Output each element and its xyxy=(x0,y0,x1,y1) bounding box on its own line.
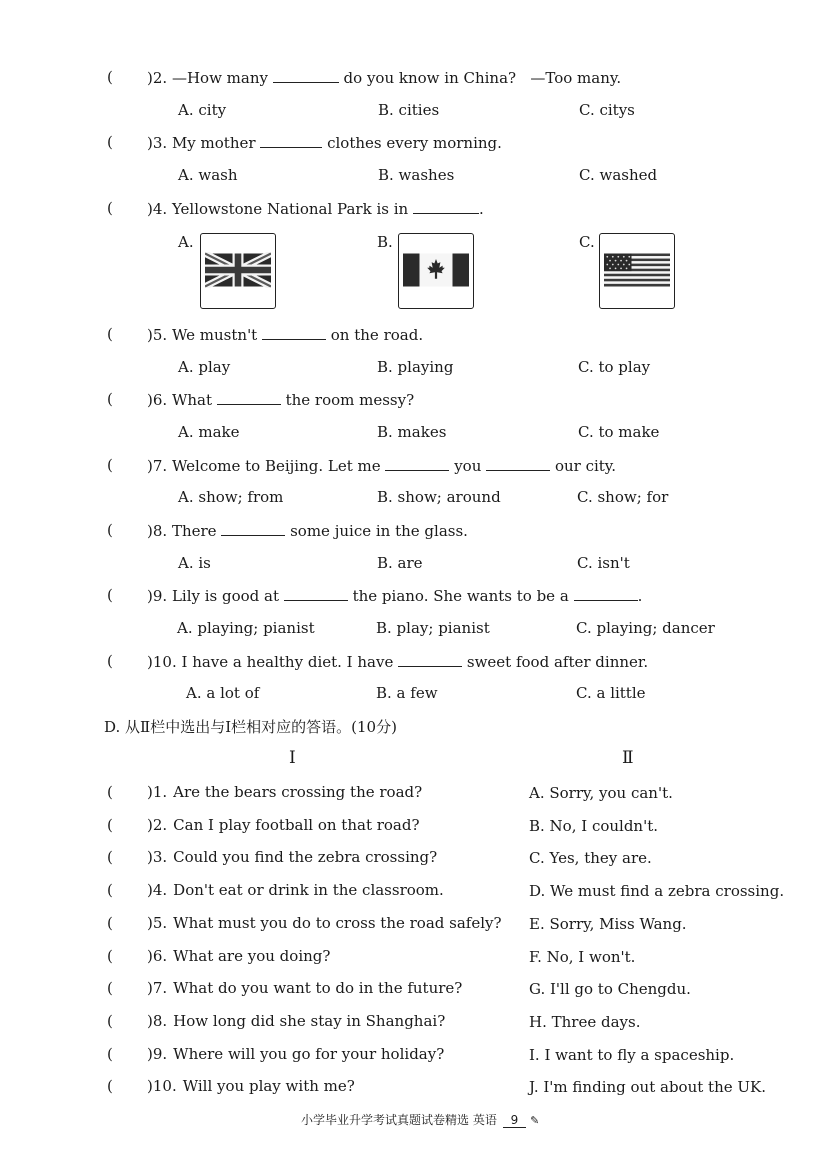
question-9 xyxy=(147,586,642,605)
question-text: do you know in China? xyxy=(343,69,517,87)
option-b[interactable]: B. show; around xyxy=(377,488,501,506)
option-c[interactable]: C. isn't xyxy=(577,554,630,572)
question-text: sweet food after dinner. xyxy=(466,653,649,671)
answer-blank[interactable] xyxy=(260,133,322,148)
question-text: Welcome to Beijing. Let me xyxy=(171,457,381,475)
answer-paren[interactable]: ( xyxy=(107,652,113,670)
question-text: our city. xyxy=(554,457,617,475)
match-answer[interactable]: J. I'm finding out about the UK. xyxy=(529,1078,766,1096)
question-number: )9. xyxy=(147,587,168,605)
question-text: We mustn't xyxy=(171,326,258,344)
question-text: on the road. xyxy=(330,326,424,344)
question-text: clothes every morning. xyxy=(327,134,502,152)
option-b[interactable]: B. playing xyxy=(377,358,454,376)
match-answer[interactable]: B. No, I couldn't. xyxy=(529,817,659,835)
question-text: My mother xyxy=(171,134,256,152)
answer-blank[interactable] xyxy=(217,390,281,405)
answer-paren[interactable]: ( xyxy=(107,68,113,86)
option-b[interactable]: B. makes xyxy=(377,423,447,441)
uk-flag[interactable] xyxy=(200,233,276,309)
match-answer[interactable]: D. We must find a zebra crossing. xyxy=(529,882,785,900)
match-answer[interactable]: I. I want to fly a spaceship. xyxy=(529,1046,735,1064)
answer-blank[interactable] xyxy=(574,586,638,601)
option-c[interactable]: C. xyxy=(579,233,595,251)
answer-paren[interactable]: ( xyxy=(107,133,113,151)
answer-paren[interactable]: ( xyxy=(107,390,113,408)
uk-flag-icon xyxy=(205,252,271,288)
option-a[interactable]: A. city xyxy=(178,101,227,119)
question-text: Can I play football on that road? xyxy=(173,816,420,834)
answer-paren[interactable]: ( xyxy=(107,914,113,932)
option-c[interactable]: C. washed xyxy=(579,166,658,184)
match-question xyxy=(147,1077,355,1095)
option-b[interactable]: B. cities xyxy=(378,101,440,119)
question-number: )10. xyxy=(147,653,177,671)
column-ii-header: Ⅱ xyxy=(622,748,634,768)
page-number: 9 xyxy=(503,1113,527,1128)
option-c[interactable]: C. citys xyxy=(579,101,635,119)
match-answer[interactable]: H. Three days. xyxy=(529,1013,641,1031)
question-text: Lily is good at xyxy=(171,587,280,605)
question-number: )4. xyxy=(147,200,168,218)
match-question xyxy=(147,848,437,866)
question-number: )8. xyxy=(147,1012,168,1030)
match-question xyxy=(147,783,422,801)
question-text: Will you play with me? xyxy=(182,1077,355,1095)
question-text: you xyxy=(454,457,482,475)
question-text: Yellowstone National Park is in xyxy=(171,200,409,218)
answer-blank[interactable] xyxy=(221,521,285,536)
canada-flag[interactable] xyxy=(398,233,474,309)
question-number: )10. xyxy=(147,1077,177,1095)
question-text: There xyxy=(171,522,217,540)
match-question xyxy=(147,1045,444,1063)
footer xyxy=(301,1111,539,1128)
match-question xyxy=(147,881,444,899)
option-c[interactable]: C. playing; dancer xyxy=(576,619,715,637)
question-number: )8. xyxy=(147,522,168,540)
question-4 xyxy=(147,199,484,218)
question-number: )3. xyxy=(147,848,168,866)
option-c[interactable]: C. to make xyxy=(578,423,660,441)
question-7 xyxy=(147,456,616,475)
answer-blank[interactable] xyxy=(413,199,479,214)
question-number: )2. xyxy=(147,816,168,834)
match-answer[interactable]: E. Sorry, Miss Wang. xyxy=(529,915,687,933)
question-number: )6. xyxy=(147,391,168,409)
option-c[interactable]: C. a little xyxy=(576,684,646,702)
question-8 xyxy=(147,521,468,540)
question-text: Are the bears crossing the road? xyxy=(173,783,423,801)
match-question xyxy=(147,979,462,997)
canada-flag-icon xyxy=(403,252,469,288)
option-a[interactable]: A. a lot of xyxy=(186,684,260,702)
option-b[interactable]: B. xyxy=(377,233,393,251)
option-b[interactable]: B. a few xyxy=(376,684,438,702)
question-number: )7. xyxy=(147,979,168,997)
answer-paren[interactable]: ( xyxy=(107,979,113,997)
match-answer[interactable]: A. Sorry, you can't. xyxy=(529,784,673,802)
answer-paren[interactable]: ( xyxy=(107,1045,113,1063)
option-b[interactable]: B. are xyxy=(377,554,423,572)
answer-paren[interactable]: ( xyxy=(107,816,113,834)
answer-paren[interactable]: ( xyxy=(107,783,113,801)
question-text: I have a healthy diet. I have xyxy=(181,653,394,671)
option-a[interactable]: A. is xyxy=(178,554,211,572)
question-6 xyxy=(147,390,414,409)
answer-paren[interactable]: ( xyxy=(107,521,113,539)
question-text: What are you doing? xyxy=(173,947,331,965)
option-a[interactable]: A. play xyxy=(178,358,231,376)
usa-flag[interactable] xyxy=(599,233,675,309)
answer-paren[interactable]: ( xyxy=(107,947,113,965)
answer-blank[interactable] xyxy=(262,325,326,340)
option-b[interactable]: B. washes xyxy=(378,166,455,184)
answer-blank[interactable] xyxy=(486,456,550,471)
option-a[interactable]: A. make xyxy=(178,423,240,441)
question-number: )2. xyxy=(147,69,168,87)
match-question xyxy=(147,947,330,965)
match-question xyxy=(147,914,502,932)
question-number: )6. xyxy=(147,947,168,965)
question-text: —How many xyxy=(171,69,268,87)
question-text: Don't eat or drink in the classroom. xyxy=(173,881,444,899)
answer-paren[interactable]: ( xyxy=(107,199,113,217)
question-text: —Too many. xyxy=(530,69,622,87)
match-answer[interactable]: C. Yes, they are. xyxy=(529,849,652,867)
question-number: )4. xyxy=(147,881,168,899)
answer-paren[interactable]: ( xyxy=(107,586,113,604)
option-a[interactable]: A. playing; pianist xyxy=(177,619,315,637)
question-10 xyxy=(147,652,648,671)
question-number: )5. xyxy=(147,326,168,344)
usa-flag-icon xyxy=(604,252,670,288)
question-number: )3. xyxy=(147,134,168,152)
match-answer[interactable]: F. No, I won't. xyxy=(529,948,636,966)
option-a[interactable]: A. wash xyxy=(178,166,238,184)
match-question xyxy=(147,1012,445,1030)
question-text: some juice in the glass. xyxy=(290,522,468,540)
answer-blank[interactable] xyxy=(273,68,339,83)
question-text: How long did she stay in Shanghai? xyxy=(173,1012,446,1030)
answer-paren[interactable]: ( xyxy=(107,325,113,343)
option-a[interactable]: A. show; from xyxy=(178,488,284,506)
answer-blank[interactable] xyxy=(284,586,348,601)
question-number: )1. xyxy=(147,783,168,801)
question-text: What xyxy=(171,391,213,409)
question-number: )5. xyxy=(147,914,168,932)
answer-blank[interactable] xyxy=(385,456,449,471)
option-c[interactable]: C. to play xyxy=(578,358,651,376)
match-question xyxy=(147,816,420,834)
question-number: )9. xyxy=(147,1045,168,1063)
question-text: the piano. She wants to be a xyxy=(352,587,569,605)
question-number: )7. xyxy=(147,457,168,475)
question-text: Could you find the zebra crossing? xyxy=(173,848,438,866)
question-2 xyxy=(147,68,621,87)
answer-paren[interactable]: ( xyxy=(107,456,113,474)
question-text: What do you want to do in the future? xyxy=(173,979,463,997)
option-c[interactable]: C. show; for xyxy=(577,488,669,506)
section-d-title: D. 从Ⅱ栏中选出与Ⅰ栏相对应的答语。(10分) xyxy=(104,718,397,736)
question-text: . xyxy=(478,200,484,218)
answer-blank[interactable] xyxy=(398,652,462,667)
pencil-icon: ✎ xyxy=(530,1114,540,1127)
question-text: the room messy? xyxy=(285,391,415,409)
answer-paren[interactable]: ( xyxy=(107,848,113,866)
answer-paren[interactable]: ( xyxy=(107,881,113,899)
question-3 xyxy=(147,133,502,152)
column-i-header: Ⅰ xyxy=(289,748,296,768)
question-text: Where will you go for your holiday? xyxy=(173,1045,445,1063)
footer-title: 小学毕业升学考试真题试卷精选 英语 xyxy=(301,1113,497,1127)
question-text: . xyxy=(637,587,643,605)
question-text: What must you do to cross the road safely? xyxy=(173,914,502,932)
option-b[interactable]: B. play; pianist xyxy=(376,619,490,637)
match-answer[interactable]: G. I'll go to Chengdu. xyxy=(529,980,691,998)
answer-paren[interactable]: ( xyxy=(107,1012,113,1030)
question-5 xyxy=(147,325,423,344)
answer-paren[interactable]: ( xyxy=(107,1077,113,1095)
option-a[interactable]: A. xyxy=(178,233,194,251)
